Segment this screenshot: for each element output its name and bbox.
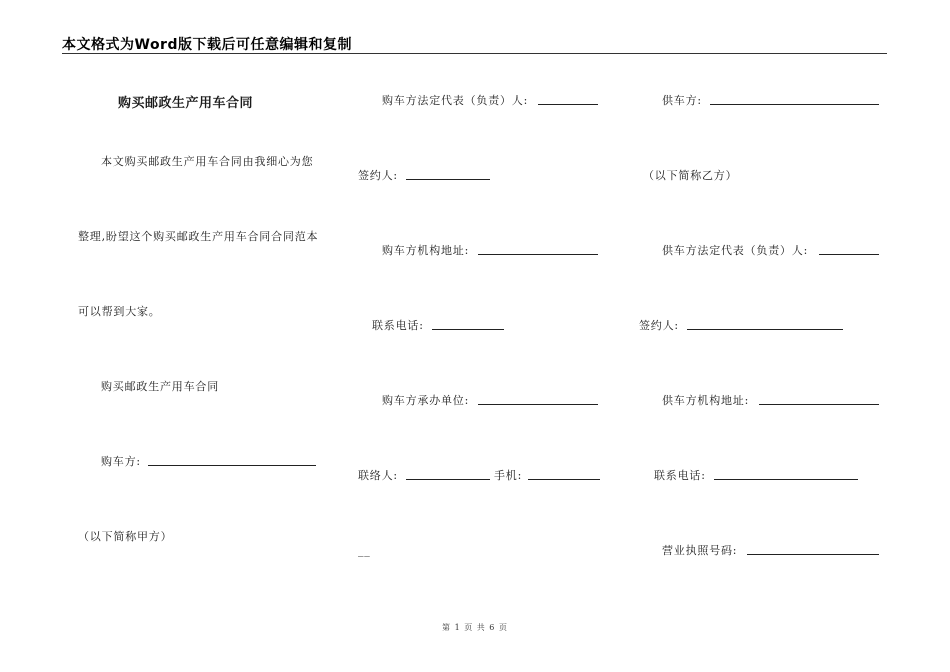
buyer-legal-rep-blank	[538, 104, 598, 105]
supplier-alias: （以下简称乙方）	[643, 169, 738, 182]
buyer-signer-blank	[406, 179, 490, 180]
buyer-undertaker-blank	[478, 404, 598, 405]
buyer-mobile-blank	[528, 479, 600, 480]
buyer-phone-blank	[432, 329, 504, 330]
buyer-address-label: 购车方机构地址:	[382, 244, 470, 257]
supplier-legal-rep-label: 供车方法定代表（负责）人:	[662, 244, 809, 257]
supplier-blank	[710, 104, 879, 105]
trailing-underscore: __	[358, 544, 371, 557]
buyer-signer-label: 签约人:	[358, 169, 398, 182]
buyer-label: 购车方:	[101, 455, 141, 468]
header-rule	[62, 53, 887, 54]
buyer-mobile-label: 手机:	[494, 469, 523, 482]
buyer-blank	[148, 465, 316, 466]
supplier-signer-label: 签约人:	[639, 319, 679, 332]
contract-name: 购买邮政生产用车合同	[101, 380, 219, 393]
supplier-address-blank	[759, 404, 879, 405]
buyer-legal-rep-label: 购车方法定代表（负责）人:	[382, 94, 529, 107]
buyer-alias: （以下简称甲方）	[78, 530, 173, 543]
page-footer: 第 1 页 共 6 页	[442, 623, 508, 632]
supplier-legal-rep-blank	[819, 254, 879, 255]
document-title: 购买邮政生产用车合同	[118, 96, 254, 111]
buyer-phone-label: 联系电话:	[372, 319, 424, 332]
supplier-phone-label: 联系电话:	[654, 469, 706, 482]
buyer-undertaker-label: 购车方承办单位:	[382, 394, 470, 407]
supplier-label: 供车方:	[662, 94, 702, 107]
supplier-license-blank	[747, 554, 879, 555]
document-header: 本文格式为Word版下载后可任意编辑和复制	[62, 37, 352, 53]
supplier-phone-blank	[714, 479, 858, 480]
intro-line-1: 本文购买邮政生产用车合同由我细心为您	[101, 155, 314, 168]
buyer-contact-blank	[406, 479, 490, 480]
buyer-address-blank	[478, 254, 598, 255]
supplier-address-label: 供车方机构地址:	[662, 394, 750, 407]
supplier-license-label: 营业执照号码:	[662, 544, 738, 557]
supplier-signer-blank	[687, 329, 843, 330]
buyer-contact-label: 联络人:	[358, 469, 398, 482]
intro-line-2: 整理,盼望这个购买邮政生产用车合同合同范本	[78, 230, 319, 243]
intro-line-3: 可以帮到大家。	[78, 305, 161, 318]
